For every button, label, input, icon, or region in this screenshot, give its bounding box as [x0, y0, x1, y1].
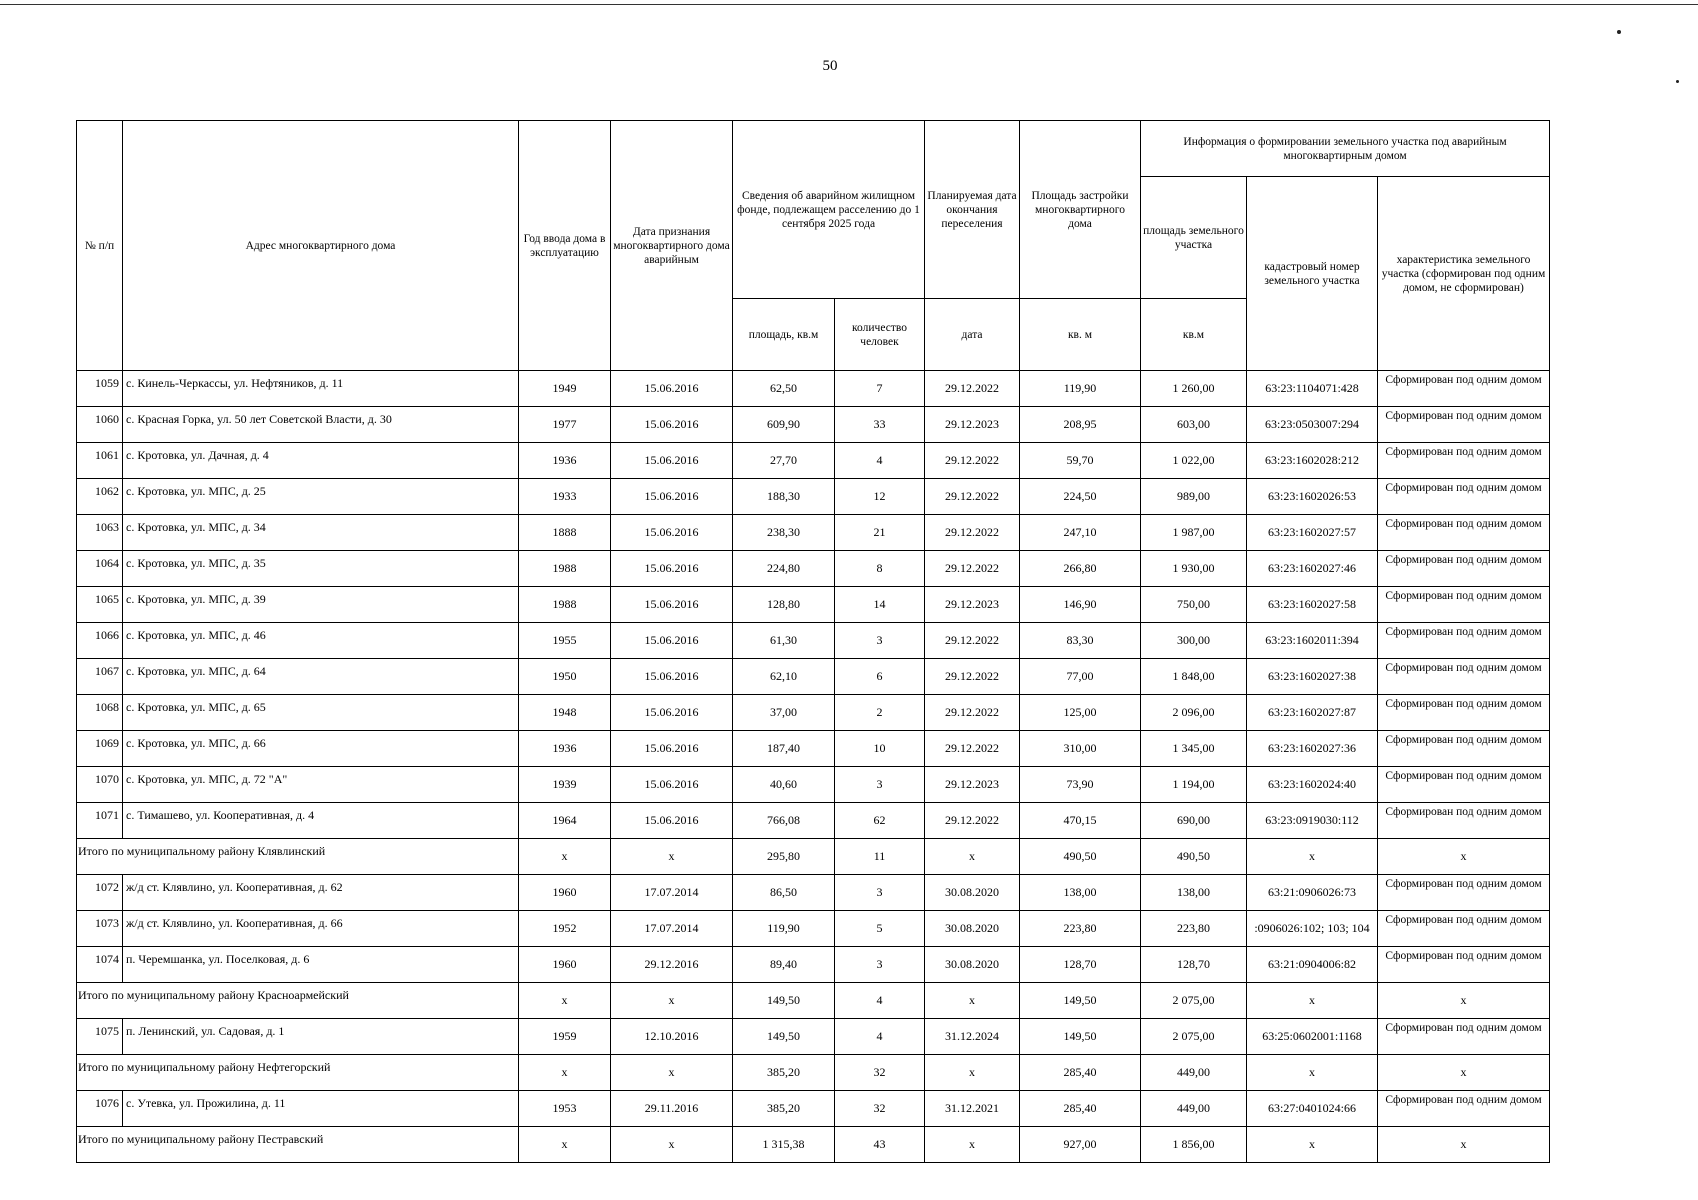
cell-planned: 29.12.2022: [925, 443, 1020, 479]
cell-land: 690,00: [1141, 803, 1247, 839]
cell-land: 1 022,00: [1141, 443, 1247, 479]
cell-area: 609,90: [733, 407, 835, 443]
cell-area: 149,50: [733, 983, 835, 1019]
cell-status: Сформирован под одним домом: [1378, 911, 1550, 947]
cell-planned: 31.12.2024: [925, 1019, 1020, 1055]
cell-address: с. Кротовка, ул. МПС, д. 39: [123, 587, 519, 623]
table-row: [77, 659, 1550, 695]
cell-address: с. Кротовка, ул. МПС, д. 34: [123, 515, 519, 551]
cell-year: 1933: [519, 479, 611, 515]
header-date-recognized: Дата признания многоквартирного дома аварийным: [611, 121, 733, 371]
cell-year: x: [519, 1055, 611, 1091]
cell-planned: 29.12.2022: [925, 803, 1020, 839]
total-label: Итого по муниципальному району Пестравский: [77, 1127, 519, 1163]
cell-built: 146,90: [1020, 587, 1141, 623]
table-row: [77, 695, 1550, 731]
cell-cadastral: 63:25:0602001:1168: [1247, 1019, 1378, 1055]
cell-date: 15.06.2016: [611, 731, 733, 767]
table-row: [77, 371, 1550, 407]
total-row: [77, 1055, 1550, 1091]
cell-planned: x: [925, 983, 1020, 1019]
cell-date: 17.07.2014: [611, 875, 733, 911]
cell-status: Сформирован под одним домом: [1378, 479, 1550, 515]
cell-status: x: [1378, 839, 1550, 875]
cell-status: x: [1378, 983, 1550, 1019]
cell-status: Сформирован под одним домом: [1378, 659, 1550, 695]
cell-planned: 29.12.2022: [925, 695, 1020, 731]
cell-people: 32: [835, 1055, 925, 1091]
cell-area: 188,30: [733, 479, 835, 515]
cell-status: Сформирован под одним домом: [1378, 587, 1550, 623]
cell-planned: 30.08.2020: [925, 875, 1020, 911]
table-row: [77, 911, 1550, 947]
cell-cadastral: 63:23:1602027:36: [1247, 731, 1378, 767]
cell-date: 15.06.2016: [611, 695, 733, 731]
cell-status: Сформирован под одним домом: [1378, 551, 1550, 587]
cell-built: 285,40: [1020, 1055, 1141, 1091]
cell-status: Сформирован под одним домом: [1378, 407, 1550, 443]
cell-year: 1960: [519, 875, 611, 911]
cell-num: 1063: [77, 515, 123, 551]
cell-num: 1073: [77, 911, 123, 947]
cell-land: 1 987,00: [1141, 515, 1247, 551]
table-row: [77, 443, 1550, 479]
registry-table: [76, 120, 1550, 1163]
cell-address: п. Черемшанка, ул. Поселковая, д. 6: [123, 947, 519, 983]
cell-planned: 29.12.2022: [925, 731, 1020, 767]
cell-planned: 29.12.2022: [925, 551, 1020, 587]
cell-date: 15.06.2016: [611, 587, 733, 623]
cell-year: 1949: [519, 371, 611, 407]
cell-date: 15.06.2016: [611, 659, 733, 695]
page-number: 50: [822, 58, 838, 74]
table-row: [77, 551, 1550, 587]
cell-year: 1960: [519, 947, 611, 983]
table-row: [77, 623, 1550, 659]
cell-status: x: [1378, 1055, 1550, 1091]
cell-num: 1070: [77, 767, 123, 803]
cell-people: 32: [835, 1091, 925, 1127]
header-address: Адрес многоквартирного дома: [123, 121, 519, 371]
cell-date: 15.06.2016: [611, 551, 733, 587]
cell-cadastral: x: [1247, 1055, 1378, 1091]
cell-status: Сформирован под одним домом: [1378, 875, 1550, 911]
cell-cadastral: 63:23:0919030:112: [1247, 803, 1378, 839]
cell-cadastral: 63:23:1602027:87: [1247, 695, 1378, 731]
cell-people: 8: [835, 551, 925, 587]
cell-planned: 29.12.2022: [925, 515, 1020, 551]
cell-status: Сформирован под одним домом: [1378, 371, 1550, 407]
cell-cadastral: 63:23:1602011:394: [1247, 623, 1378, 659]
cell-planned: 30.08.2020: [925, 911, 1020, 947]
cell-land: 449,00: [1141, 1091, 1247, 1127]
cell-status: x: [1378, 1127, 1550, 1163]
cell-land: 223,80: [1141, 911, 1247, 947]
cell-people: 3: [835, 875, 925, 911]
cell-year: 1977: [519, 407, 611, 443]
cell-cadastral: 63:21:0904006:82: [1247, 947, 1378, 983]
cell-land: 1 194,00: [1141, 767, 1247, 803]
cell-planned: 29.12.2023: [925, 407, 1020, 443]
cell-people: 14: [835, 587, 925, 623]
cell-cadastral: :0906026:102; 103; 104: [1247, 911, 1378, 947]
cell-land: 449,00: [1141, 1055, 1247, 1091]
cell-area: 238,30: [733, 515, 835, 551]
cell-year: 1939: [519, 767, 611, 803]
cell-status: Сформирован под одним домом: [1378, 1091, 1550, 1127]
scan-speck: [1676, 80, 1679, 83]
cell-built: 119,90: [1020, 371, 1141, 407]
header-sub-built-unit: кв. м: [1020, 299, 1141, 371]
cell-year: 1953: [519, 1091, 611, 1127]
cell-date: 15.06.2016: [611, 515, 733, 551]
cell-address: с. Кротовка, ул. МПС, д. 66: [123, 731, 519, 767]
cell-date: 15.06.2016: [611, 767, 733, 803]
cell-cadastral: x: [1247, 839, 1378, 875]
cell-land: 1 260,00: [1141, 371, 1247, 407]
cell-num: 1068: [77, 695, 123, 731]
cell-status: Сформирован под одним домом: [1378, 947, 1550, 983]
table-row: [77, 1091, 1550, 1127]
cell-area: 27,70: [733, 443, 835, 479]
cell-area: 62,50: [733, 371, 835, 407]
cell-date: x: [611, 983, 733, 1019]
cell-cadastral: 63:23:1104071:428: [1247, 371, 1378, 407]
cell-cadastral: 63:23:0503007:294: [1247, 407, 1378, 443]
cell-cadastral: 63:23:1602027:57: [1247, 515, 1378, 551]
cell-built: 470,15: [1020, 803, 1141, 839]
table-row: [77, 407, 1550, 443]
cell-year: 1936: [519, 443, 611, 479]
cell-status: Сформирован под одним домом: [1378, 695, 1550, 731]
cell-year: x: [519, 983, 611, 1019]
cell-num: 1064: [77, 551, 123, 587]
cell-num: 1072: [77, 875, 123, 911]
cell-planned: 29.12.2022: [925, 479, 1020, 515]
cell-area: 385,20: [733, 1091, 835, 1127]
cell-status: Сформирован под одним домом: [1378, 515, 1550, 551]
cell-planned: 29.12.2023: [925, 767, 1020, 803]
cell-address: ж/д ст. Клявлино, ул. Кооперативная, д. 62: [123, 875, 519, 911]
cell-land: 300,00: [1141, 623, 1247, 659]
cell-area: 89,40: [733, 947, 835, 983]
cell-address: с. Кинель-Черкассы, ул. Нефтяников, д. 11: [123, 371, 519, 407]
cell-year: 1988: [519, 551, 611, 587]
cell-built: 285,40: [1020, 1091, 1141, 1127]
cell-num: 1066: [77, 623, 123, 659]
cell-address: с. Тимашево, ул. Кооперативная, д. 4: [123, 803, 519, 839]
cell-num: 1076: [77, 1091, 123, 1127]
scan-speck: [1617, 30, 1621, 34]
cell-num: 1069: [77, 731, 123, 767]
cell-year: x: [519, 1127, 611, 1163]
cell-planned: 29.12.2022: [925, 659, 1020, 695]
cell-date: 15.06.2016: [611, 443, 733, 479]
cell-built: 310,00: [1020, 731, 1141, 767]
cell-built: 73,90: [1020, 767, 1141, 803]
cell-address: с. Утевка, ул. Прожилина, д. 11: [123, 1091, 519, 1127]
cell-land: 490,50: [1141, 839, 1247, 875]
cell-land: 750,00: [1141, 587, 1247, 623]
cell-built: 149,50: [1020, 983, 1141, 1019]
cell-num: 1062: [77, 479, 123, 515]
cell-year: 1952: [519, 911, 611, 947]
table-row: [77, 515, 1550, 551]
cell-land: 1 848,00: [1141, 659, 1247, 695]
total-row: [77, 983, 1550, 1019]
cell-built: 247,10: [1020, 515, 1141, 551]
total-label: Итого по муниципальному району Красноармейский: [77, 983, 519, 1019]
header-num: № п/п: [77, 121, 123, 371]
header-land-info: Информация о формировании земельного участка под аварийным многоквартирным домом: [1141, 121, 1550, 177]
cell-planned: 29.12.2022: [925, 371, 1020, 407]
cell-status: Сформирован под одним домом: [1378, 731, 1550, 767]
header-fund-info: Сведения об аварийном жилищном фонде, подлежащем расселению до 1 сентября 2025 года: [733, 121, 925, 299]
cell-cadastral: x: [1247, 983, 1378, 1019]
cell-area: 128,80: [733, 587, 835, 623]
cell-built: 927,00: [1020, 1127, 1141, 1163]
cell-built: 59,70: [1020, 443, 1141, 479]
cell-cadastral: 63:21:0906026:73: [1247, 875, 1378, 911]
cell-year: 1936: [519, 731, 611, 767]
cell-area: 40,60: [733, 767, 835, 803]
cell-address: с. Кротовка, ул. МПС, д. 72 "А": [123, 767, 519, 803]
cell-date: x: [611, 1055, 733, 1091]
cell-people: 33: [835, 407, 925, 443]
cell-people: 3: [835, 623, 925, 659]
cell-num: 1059: [77, 371, 123, 407]
cell-planned: 30.08.2020: [925, 947, 1020, 983]
header-land-area: площадь земельного участка: [1141, 177, 1247, 299]
cell-address: п. Ленинский, ул. Садовая, д. 1: [123, 1019, 519, 1055]
cell-people: 10: [835, 731, 925, 767]
cell-num: 1071: [77, 803, 123, 839]
cell-address: с. Кротовка, ул. МПС, д. 64: [123, 659, 519, 695]
cell-address: с. Кротовка, ул. МПС, д. 65: [123, 695, 519, 731]
cell-built: 490,50: [1020, 839, 1141, 875]
cell-date: x: [611, 1127, 733, 1163]
cell-area: 61,30: [733, 623, 835, 659]
cell-date: 15.06.2016: [611, 803, 733, 839]
cell-date: 15.06.2016: [611, 407, 733, 443]
cell-area: 62,10: [733, 659, 835, 695]
cell-built: 125,00: [1020, 695, 1141, 731]
cell-date: 17.07.2014: [611, 911, 733, 947]
cell-area: 187,40: [733, 731, 835, 767]
cell-built: 208,95: [1020, 407, 1141, 443]
header-year: Год ввода дома в эксплуатацию: [519, 121, 611, 371]
cell-land: 1 930,00: [1141, 551, 1247, 587]
cell-status: Сформирован под одним домом: [1378, 803, 1550, 839]
cell-num: 1061: [77, 443, 123, 479]
cell-address: с. Красная Горка, ул. 50 лет Советской Власти, д. 30: [123, 407, 519, 443]
cell-address: с. Кротовка, ул. МПС, д. 46: [123, 623, 519, 659]
cell-planned: 29.12.2023: [925, 587, 1020, 623]
header-built-area: Площадь застройки многоквартирного дома: [1020, 121, 1141, 299]
cell-built: 223,80: [1020, 911, 1141, 947]
cell-built: 138,00: [1020, 875, 1141, 911]
cell-land: 603,00: [1141, 407, 1247, 443]
cell-land: 2 075,00: [1141, 1019, 1247, 1055]
cell-area: 1 315,38: [733, 1127, 835, 1163]
cell-status: Сформирован под одним домом: [1378, 767, 1550, 803]
cell-built: 224,50: [1020, 479, 1141, 515]
cell-year: x: [519, 839, 611, 875]
cell-area: 385,20: [733, 1055, 835, 1091]
header-sub-people: количество человек: [835, 299, 925, 371]
cell-address: с. Кротовка, ул. МПС, д. 25: [123, 479, 519, 515]
cell-year: 1955: [519, 623, 611, 659]
cell-num: 1065: [77, 587, 123, 623]
cell-planned: 31.12.2021: [925, 1091, 1020, 1127]
cell-date: x: [611, 839, 733, 875]
cell-cadastral: 63:23:1602028:212: [1247, 443, 1378, 479]
cell-land: 989,00: [1141, 479, 1247, 515]
cell-status: Сформирован под одним домом: [1378, 443, 1550, 479]
table-row: [77, 947, 1550, 983]
header-sub-date: дата: [925, 299, 1020, 371]
cell-people: 5: [835, 911, 925, 947]
cell-date: 29.12.2016: [611, 947, 733, 983]
cell-date: 15.06.2016: [611, 371, 733, 407]
cell-people: 7: [835, 371, 925, 407]
top-scan-rule: [0, 4, 1698, 5]
table-body: [77, 371, 1550, 1163]
cell-area: 119,90: [733, 911, 835, 947]
table-row: [77, 803, 1550, 839]
table-row: [77, 875, 1550, 911]
cell-area: 149,50: [733, 1019, 835, 1055]
cell-address: с. Кротовка, ул. МПС, д. 35: [123, 551, 519, 587]
cell-area: 224,80: [733, 551, 835, 587]
cell-cadastral: x: [1247, 1127, 1378, 1163]
cell-date: 15.06.2016: [611, 479, 733, 515]
cell-num: 1060: [77, 407, 123, 443]
header-sub-land-unit: кв.м: [1141, 299, 1247, 371]
cell-people: 4: [835, 443, 925, 479]
cell-built: 149,50: [1020, 1019, 1141, 1055]
table-row: [77, 479, 1550, 515]
cell-built: 266,80: [1020, 551, 1141, 587]
cell-address: ж/д ст. Клявлино, ул. Кооперативная, д. 66: [123, 911, 519, 947]
cell-people: 4: [835, 983, 925, 1019]
cell-date: 15.06.2016: [611, 623, 733, 659]
cell-planned: x: [925, 1127, 1020, 1163]
table-row: [77, 587, 1550, 623]
cell-land: 138,00: [1141, 875, 1247, 911]
cell-area: 86,50: [733, 875, 835, 911]
cell-num: 1075: [77, 1019, 123, 1055]
cell-area: 37,00: [733, 695, 835, 731]
cell-land: 128,70: [1141, 947, 1247, 983]
table-header: [77, 121, 1550, 371]
cell-people: 43: [835, 1127, 925, 1163]
header-cadastral: кадастровый номер земельного участка: [1247, 177, 1378, 371]
cell-built: 83,30: [1020, 623, 1141, 659]
table-row: [77, 767, 1550, 803]
table-row: [77, 1019, 1550, 1055]
table-row: [77, 731, 1550, 767]
cell-land: 1 345,00: [1141, 731, 1247, 767]
header-land-char: характеристика земельного участка (сформирован под одним домом, не сформирован): [1378, 177, 1550, 371]
cell-planned: x: [925, 1055, 1020, 1091]
cell-year: 1988: [519, 587, 611, 623]
cell-people: 21: [835, 515, 925, 551]
cell-area: 766,08: [733, 803, 835, 839]
header-planned-date: Планируемая дата окончания переселения: [925, 121, 1020, 299]
cell-year: 1950: [519, 659, 611, 695]
total-row: [77, 1127, 1550, 1163]
cell-year: 1964: [519, 803, 611, 839]
cell-cadastral: 63:23:1602027:46: [1247, 551, 1378, 587]
cell-people: 2: [835, 695, 925, 731]
cell-people: 3: [835, 947, 925, 983]
cell-status: Сформирован под одним домом: [1378, 623, 1550, 659]
total-label: Итого по муниципальному району Нефтегорский: [77, 1055, 519, 1091]
cell-area: 295,80: [733, 839, 835, 875]
cell-cadastral: 63:23:1602026:53: [1247, 479, 1378, 515]
cell-people: 62: [835, 803, 925, 839]
cell-cadastral: 63:23:1602027:58: [1247, 587, 1378, 623]
header-sub-area: площадь, кв.м: [733, 299, 835, 371]
total-row: [77, 839, 1550, 875]
cell-land: 2 096,00: [1141, 695, 1247, 731]
total-label: Итого по муниципальному району Клявлинский: [77, 839, 519, 875]
cell-year: 1959: [519, 1019, 611, 1055]
cell-people: 6: [835, 659, 925, 695]
cell-people: 4: [835, 1019, 925, 1055]
cell-num: 1067: [77, 659, 123, 695]
cell-planned: 29.12.2022: [925, 623, 1020, 659]
cell-address: с. Кротовка, ул. Дачная, д. 4: [123, 443, 519, 479]
cell-cadastral: 63:23:1602024:40: [1247, 767, 1378, 803]
cell-people: 12: [835, 479, 925, 515]
cell-land: 1 856,00: [1141, 1127, 1247, 1163]
cell-planned: x: [925, 839, 1020, 875]
cell-year: 1888: [519, 515, 611, 551]
cell-built: 77,00: [1020, 659, 1141, 695]
cell-cadastral: 63:27:0401024:66: [1247, 1091, 1378, 1127]
cell-year: 1948: [519, 695, 611, 731]
cell-status: Сформирован под одним домом: [1378, 1019, 1550, 1055]
cell-people: 11: [835, 839, 925, 875]
cell-cadastral: 63:23:1602027:38: [1247, 659, 1378, 695]
cell-land: 2 075,00: [1141, 983, 1247, 1019]
cell-people: 3: [835, 767, 925, 803]
cell-num: 1074: [77, 947, 123, 983]
cell-date: 12.10.2016: [611, 1019, 733, 1055]
cell-date: 29.11.2016: [611, 1091, 733, 1127]
cell-built: 128,70: [1020, 947, 1141, 983]
